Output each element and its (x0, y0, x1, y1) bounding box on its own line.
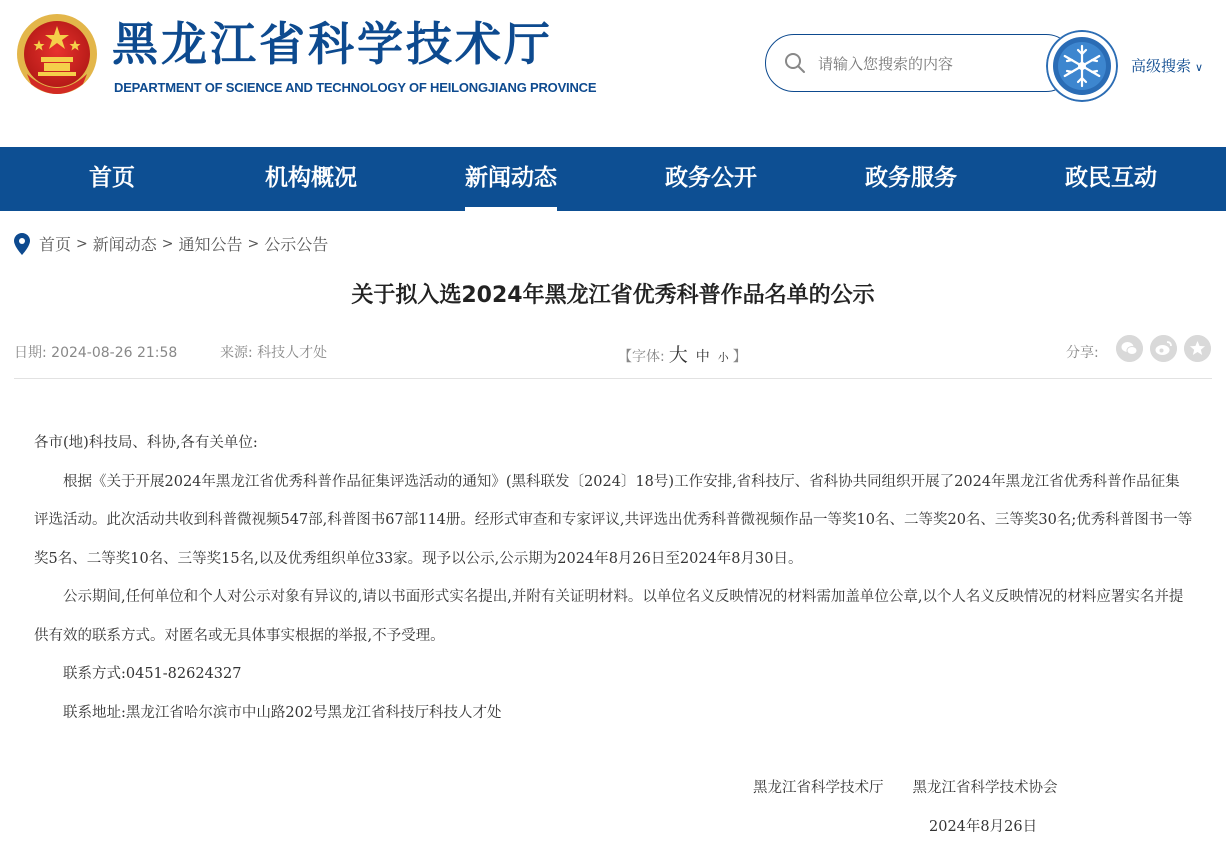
advanced-search-label: 高级搜索 (1131, 57, 1192, 75)
source-value: 科技人才处 (257, 345, 328, 361)
article-title: 关于拟入选2024年黑龙江省优秀科普作品名单的公示 (351, 283, 875, 308)
font-size-medium-button[interactable]: 中 (695, 349, 710, 365)
source-label: 来源: (220, 345, 253, 361)
breadcrumb-separator: > (247, 235, 260, 252)
signature-date: 2024年8月26日 (929, 819, 1038, 835)
nav-item-news[interactable]: 新闻动态 (465, 147, 557, 211)
breadcrumb-announcements[interactable]: 公示公告 (264, 235, 329, 254)
paragraph: 根据《关于开展2024年黑龙江省优秀科普作品征集评选活动的通知》(黑科联发〔2024〕18号)工作安排,省科技厅、省科协共同组织开展了2024年黑龙江省优秀科普作品征集评选活动。此次活动共收到科普微视频547部,科普图书67部114册。经形式审查和专家评议,共评选出优秀科普微视频作品一等奖10名、二等奖20名、三等奖30名;优秀科普图书一等奖5名、二等奖10名、三等奖15名,以及优秀组织单位33家。现予以公示,公示期为2024年8月26日至2024年8月30日。 (34, 473, 1193, 567)
advanced-search-link[interactable] (1131, 55, 1203, 76)
font-size-close: 】 (732, 349, 747, 365)
signature: 黑龙江省科学技术厅 黑龙江省科学技术协会 (753, 780, 1058, 796)
breadcrumb (14, 232, 328, 255)
site-header (0, 0, 1226, 147)
article-date (14, 342, 177, 362)
nav-item-home[interactable]: 首页 (89, 165, 135, 191)
nav-item-gov-affairs[interactable]: 政务公开 (665, 165, 757, 191)
search-box (765, 34, 1075, 92)
paragraph: 公示期间,任何单位和个人对公示对象有异议的,请以书面形式实名提出,并附有关证明材料。以单位名义反映情况的材料需加盖单位公章,以个人名义反映情况的材料应署实名并提供有效的联系方式。对匿名或无具体事实根据的举报,不予受理。 (34, 589, 1184, 644)
breadcrumb-separator: > (161, 235, 174, 252)
site-subtitle: DEPARTMENT OF SCIENCE AND TECHNOLOGY OF HEILONGJIANG PROVINCE (114, 80, 597, 95)
location-pin-icon (14, 233, 30, 255)
star-icon[interactable] (1184, 335, 1211, 362)
site-title: 黑龙江省科学技术厅 (112, 17, 553, 71)
date-value: 2024-08-26 21:58 (51, 345, 178, 361)
font-size-small-button[interactable]: 小 (717, 351, 729, 364)
font-size-open: 【字体: (618, 349, 665, 365)
nav-item-gov-services[interactable]: 政务服务 (865, 165, 957, 191)
wechat-icon[interactable] (1116, 335, 1143, 362)
article-meta (14, 340, 1212, 379)
chevron-down-icon: ∨ (1195, 61, 1204, 74)
nav-item-interaction[interactable]: 政民互动 (1065, 165, 1157, 191)
weibo-icon[interactable] (1150, 335, 1177, 362)
national-emblem-icon[interactable] (13, 10, 101, 102)
contact-phone: 联系方式:0451-82624327 (63, 666, 242, 682)
font-size-switcher (618, 340, 747, 367)
snowflake-icon[interactable] (1046, 30, 1118, 102)
search-input[interactable] (816, 49, 1040, 79)
share-label: 分享: (1066, 345, 1099, 361)
salutation: 各市(地)科技局、科协,各有关单位: (34, 435, 258, 451)
breadcrumb-notices[interactable]: 通知公告 (178, 235, 243, 254)
breadcrumb-home[interactable]: 首页 (39, 235, 72, 254)
search-icon (784, 52, 806, 74)
breadcrumb-separator: > (76, 235, 88, 252)
article-body (34, 424, 1194, 732)
main-nav (0, 147, 1226, 211)
nav-item-about[interactable]: 机构概况 (265, 165, 357, 191)
article-source (220, 342, 327, 362)
date-label: 日期: (14, 345, 47, 361)
breadcrumb-news[interactable]: 新闻动态 (92, 235, 157, 254)
font-size-large-button[interactable]: 大 (668, 344, 688, 366)
contact-address: 联系地址:黑龙江省哈尔滨市中山路202号黑龙江省科技厅科技人才处 (63, 704, 502, 721)
